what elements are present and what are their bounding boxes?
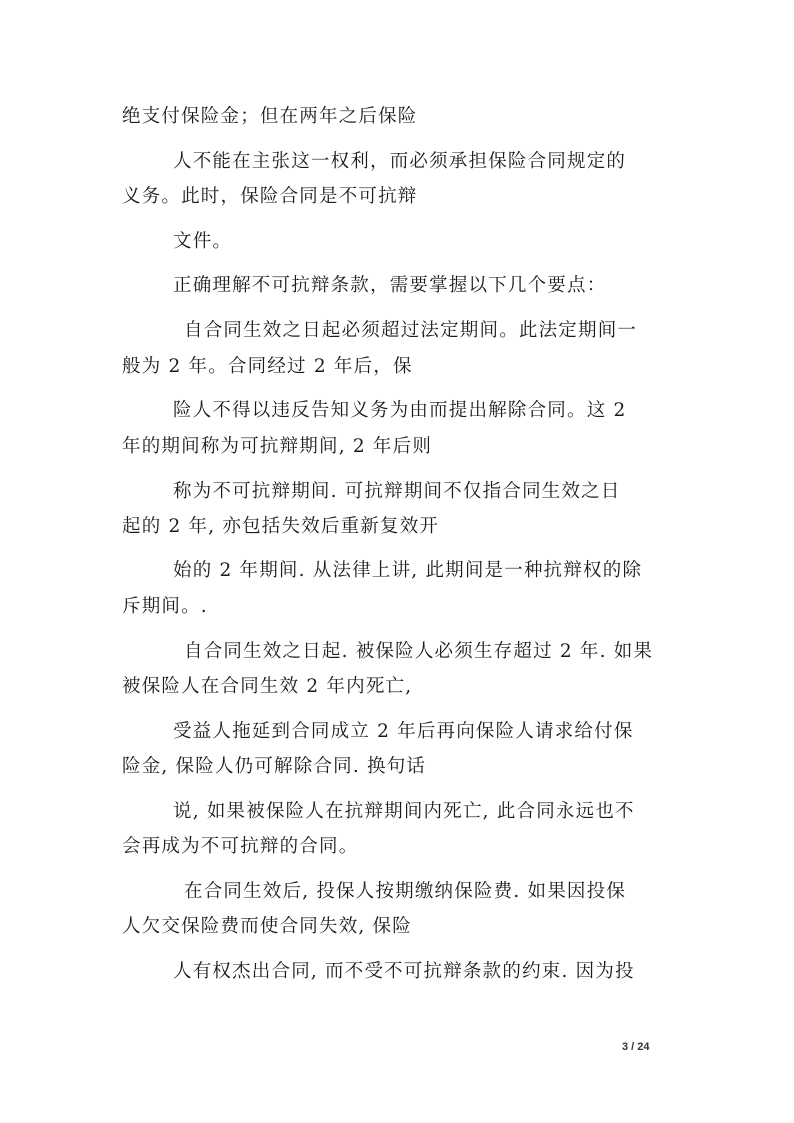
text-line: 被保险人在合同生效 2 年内死亡, — [122, 676, 413, 697]
text-line: 文件。 — [173, 231, 233, 252]
text-line: 始的 2 年期间. 从法律上讲, 此期间是一种抗辩权的除 — [173, 560, 643, 581]
text-line: 险人不得以违反告知义务为由而提出解除合同。这 2 — [173, 400, 627, 421]
text-line: 在合同生效后, 投保人按期缴纳保险费. 如果因投保 — [184, 881, 627, 902]
text-line: 绝支付保险金；但在两年之后保险 — [122, 106, 418, 127]
text-line: 称为不可抗辩期间. 可抗辩期间不仅指合同生效之日 — [173, 481, 621, 502]
text-line: 人欠交保险费而使合同失效, 保险 — [122, 916, 412, 937]
text-line: 起的 2 年, 亦包括失效后重新复效开 — [122, 516, 440, 537]
text-line: 人有权杰出合同, 而不受不可抗辩条款的约束. 因为投 — [173, 961, 635, 982]
text-line: 人不能在主张这一权利，而必须承担保险合同规定的 — [173, 151, 627, 172]
text-line: 正确理解不可抗辩条款，需要掌握以下几个要点： — [173, 275, 607, 296]
text-line: 受益人拖延到合同成立 2 年后再向保险人请求给付保 — [173, 721, 634, 742]
text-line: 义务。此时，保险合同是不可抗辩 — [122, 186, 418, 207]
text-line: 险金, 保险人仍可解除合同. 换句话 — [122, 756, 427, 777]
text-line: 说, 如果被保险人在抗辩期间内死亡, 此合同永远也不 — [173, 801, 635, 822]
page-number: 3 / 24 — [622, 1041, 650, 1053]
text-line: 般为 2 年。合同经过 2 年后，保 — [122, 356, 413, 377]
text-line: 会再成为不可抗辩的合同。 — [122, 836, 359, 857]
text-line: 斥期间。. — [122, 596, 208, 617]
text-line: 年的期间称为可抗辩期间, 2 年后则 — [122, 436, 433, 457]
text-line: 自合同生效之日起. 被保险人必须生存超过 2 年. 如果 — [184, 641, 654, 662]
text-line: 自合同生效之日起必须超过法定期间。此法定期间一 — [184, 320, 638, 341]
